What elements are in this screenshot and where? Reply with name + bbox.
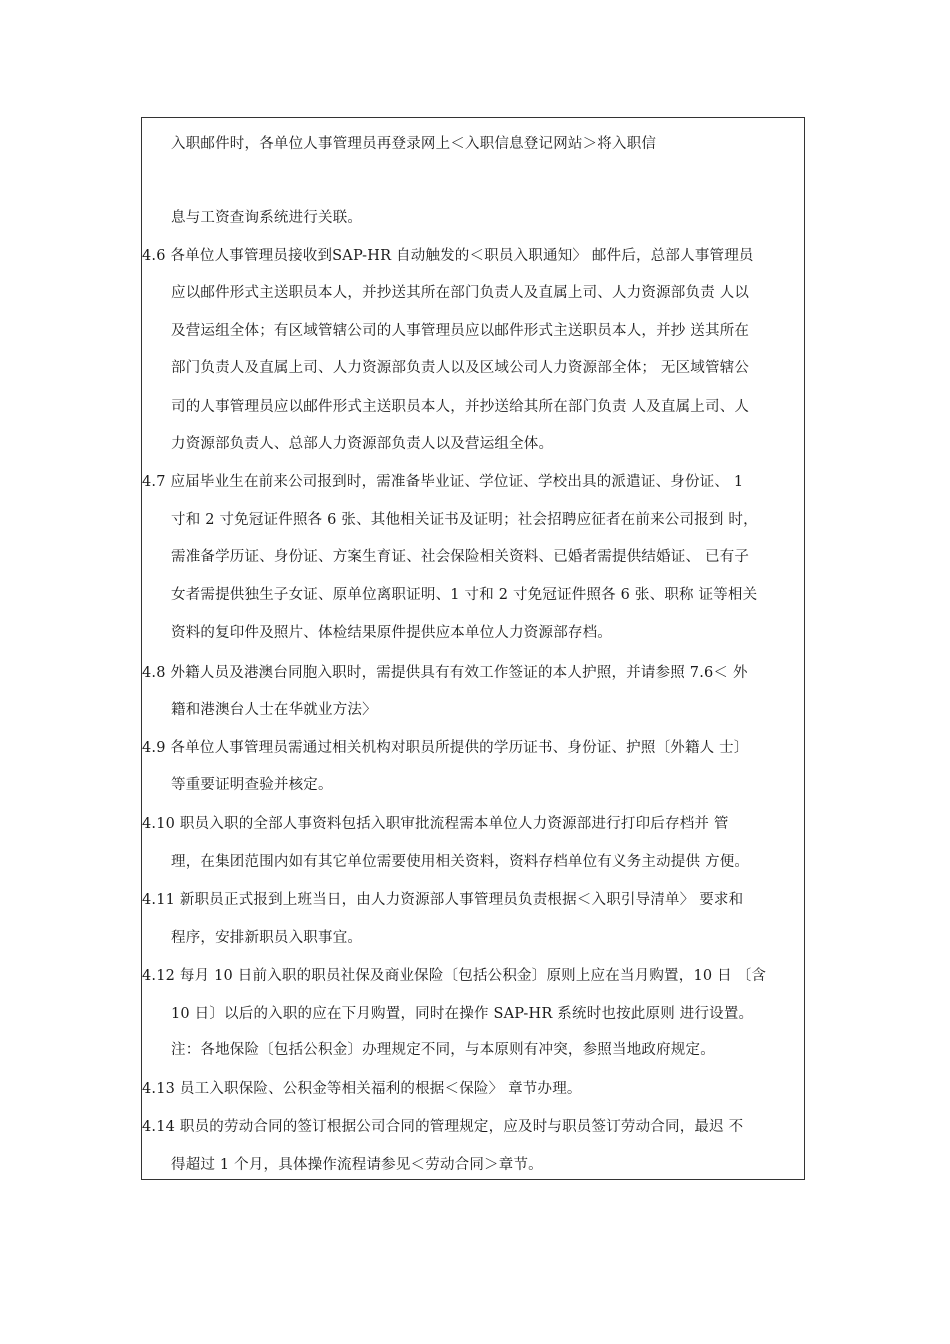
text-line: 应以邮件形式主送职员本人，并抄送其所在部门负责人及直属上司、人力资源部负责 人以 xyxy=(171,285,750,301)
text-line: 力资源部负责人、总部人力资源部负责人以及营运组全体。 xyxy=(171,436,554,452)
text-line: 息与工资查询系统进行关联。 xyxy=(171,210,363,226)
paragraph-4-13: 4.13 员工入职保险、公积金等相关福利的根据＜保险〉 章节办理。 xyxy=(142,1081,582,1097)
text-line: 需准备学历证、身份证、方案生育证、社会保险相关资料、已婚者需提供结婚证、 已有子 xyxy=(171,549,750,565)
text-line: 10 日〕以后的入职的应在下月购置，同时在操作 SAP-HR 系统时也按此原则 进行设置。 xyxy=(171,1006,754,1022)
paragraph-4-6: 4.6 各单位人事管理员接收到SAP-HR 自动触发的＜职员入职通知〉 邮件后，总部人事管理员 xyxy=(142,248,754,264)
paragraph-4-14: 4.14 职员的劳动合同的签订根据公司合同的管理规定，应及时与职员签订劳动合同，最迟 不 xyxy=(142,1119,744,1135)
text-line: 女者需提供独生子女证、原单位离职证明、1 寸和 2 寸免冠证件照各 6 张、职称 证等相关 xyxy=(171,587,758,603)
document-text-box xyxy=(141,117,805,1180)
text-line: 籍和港澳台人士在华就业方法〉 xyxy=(171,702,377,718)
paragraph-4-8: 4.8 外籍人员及港澳台同胞入职时，需提供具有有效工作签证的本人护照，并请参照 7.6＜ 外 xyxy=(142,665,748,681)
text-line: 理，在集团范围内如有其它单位需要使用相关资料，资料存档单位有义务主动提供 方便。 xyxy=(171,854,750,870)
note-line: 注：各地保险〔包括公积金〕办理规定不同，与本原则有冲突，参照当地政府规定。 xyxy=(171,1042,715,1058)
paragraph-4-10: 4.10 职员入职的全部人事资料包括入职审批流程需本单位人力资源部进行打印后存档并 管 xyxy=(142,816,729,832)
paragraph-4-12: 4.12 每月 10 日前入职的职员社保及商业保险〔包括公积金〕原则上应在当月购置，10 日 〔含 xyxy=(142,968,767,984)
text-line: 得超过 1 个月，具体操作流程请参见＜劳动合同＞章节。 xyxy=(171,1157,543,1173)
text-line: 部门负责人及直属上司、人力资源部负责人以及区域公司人力资源部全体； 无区域管辖公 xyxy=(171,360,750,376)
text-line: 寸和 2 寸免冠证件照各 6 张、其他相关证书及证明；社会招聘应征者在前来公司报到 时， xyxy=(171,512,758,528)
text-line: 等重要证明查验并核定。 xyxy=(171,777,333,793)
paragraph-4-9: 4.9 各单位人事管理员需通过相关机构对职员所提供的学历证书、身份证、护照〔外籍人 士〕 xyxy=(142,740,749,756)
paragraph-4-11: 4.11 新职员正式报到上班当日，由人力资源部人事管理员负责根据＜入职引导清单〉 要求和 xyxy=(142,892,744,908)
text-line: 程序，安排新职员入职事宜。 xyxy=(171,930,363,946)
text-line: 司的人事管理员应以邮件形式主送职员本人，并抄送给其所在部门负责 人及直属上司、人 xyxy=(171,399,750,415)
text-line: 及营运组全体；有区域管辖公司的人事管理员应以邮件形式主送职员本人，并抄 送其所在 xyxy=(171,323,750,339)
text-line: 入职邮件时，各单位人事管理员再登录网上＜入职信息登记网站＞将入职信 xyxy=(171,136,657,152)
text-line: 资料的复印件及照片、体检结果原件提供应本单位人力资源部存档。 xyxy=(171,625,612,641)
paragraph-4-7: 4.7 应届毕业生在前来公司报到时，需准备毕业证、学位证、学校出具的派遣证、身份证、 1 xyxy=(142,474,744,490)
